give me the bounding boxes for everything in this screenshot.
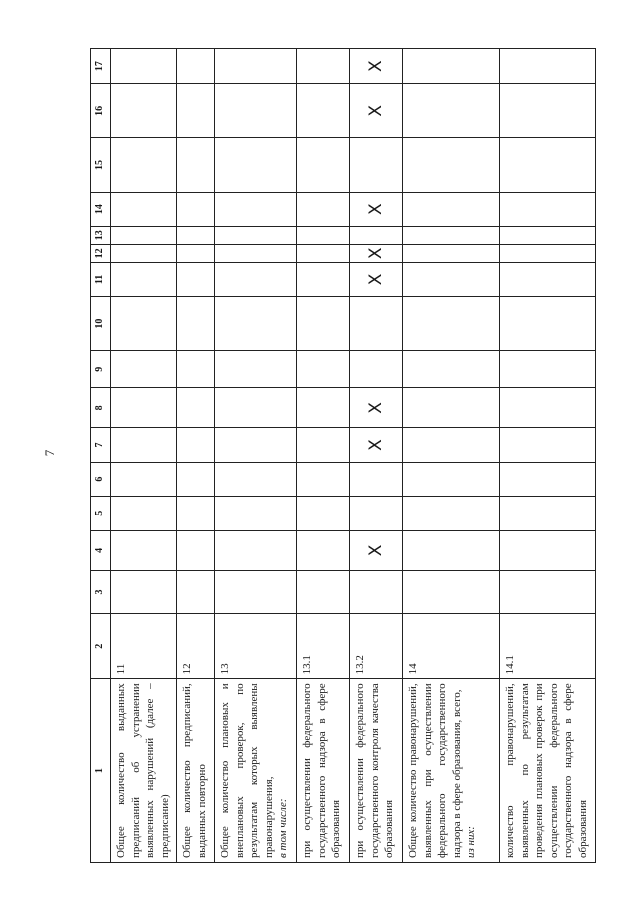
not-applicable-mark: X [350, 84, 403, 138]
empty-cell [215, 49, 297, 84]
empty-cell [177, 226, 215, 244]
empty-cell [297, 192, 350, 226]
empty-cell [111, 49, 177, 84]
not-applicable-mark: X [350, 192, 403, 226]
empty-cell [350, 351, 403, 388]
empty-cell [500, 138, 596, 192]
column-number: 8 [91, 388, 111, 428]
empty-cell [215, 570, 297, 613]
empty-cell [215, 428, 297, 462]
empty-cell [177, 428, 215, 462]
empty-cell [500, 244, 596, 262]
empty-cell [403, 496, 500, 530]
indicator-description [177, 679, 215, 863]
empty-cell [111, 296, 177, 350]
empty-cell [403, 226, 500, 244]
empty-cell [111, 462, 177, 496]
column-number: 11 [91, 262, 111, 296]
table-row [215, 49, 297, 863]
empty-cell [297, 244, 350, 262]
empty-cell [215, 351, 297, 388]
page-number: 7 [42, 449, 57, 457]
row-code: 13 [215, 614, 297, 679]
indicator-description [500, 679, 596, 863]
empty-cell [177, 388, 215, 428]
empty-cell [403, 84, 500, 138]
row-code: 14.1 [500, 614, 596, 679]
empty-cell [500, 530, 596, 570]
empty-cell [215, 84, 297, 138]
empty-cell [215, 226, 297, 244]
column-number: 7 [91, 428, 111, 462]
indicator-description [350, 679, 403, 863]
empty-cell [297, 388, 350, 428]
column-number: 4 [91, 530, 111, 570]
column-number: 10 [91, 296, 111, 350]
empty-cell [215, 138, 297, 192]
empty-cell [111, 496, 177, 530]
empty-cell [403, 138, 500, 192]
row-code: 11 [111, 614, 177, 679]
not-applicable-mark: X [350, 428, 403, 462]
empty-cell [350, 226, 403, 244]
empty-cell [500, 192, 596, 226]
empty-cell [297, 496, 350, 530]
empty-cell [350, 138, 403, 192]
empty-cell [215, 296, 297, 350]
indicator-text: Общее количество предписаний, выданных повторно [181, 683, 208, 858]
indicator-text: при осуществлении федерального государственного надзора в сфере образования [301, 683, 342, 858]
empty-cell [350, 496, 403, 530]
empty-cell [111, 351, 177, 388]
empty-cell [350, 570, 403, 613]
empty-cell [177, 351, 215, 388]
table-row [350, 49, 403, 863]
empty-cell [111, 192, 177, 226]
empty-cell [500, 84, 596, 138]
empty-cell [177, 530, 215, 570]
empty-cell [111, 244, 177, 262]
empty-cell [215, 496, 297, 530]
empty-cell [403, 262, 500, 296]
indicator-text: при осуществлении федерального государственного контроля качества образования [354, 683, 395, 858]
row-code: 13.2 [350, 614, 403, 679]
row-code: 13.1 [297, 614, 350, 679]
indicator-text: количество правонарушений, выявленных по результатам проведения плановых проверок при осуществлении федерального государственного надзора в сфере образования [504, 683, 589, 858]
empty-cell [177, 296, 215, 350]
empty-cell [500, 496, 596, 530]
empty-cell [177, 192, 215, 226]
empty-cell [403, 296, 500, 350]
column-number: 2 [91, 614, 111, 679]
column-number: 12 [91, 244, 111, 262]
empty-cell [111, 262, 177, 296]
empty-cell [500, 226, 596, 244]
empty-cell [177, 244, 215, 262]
table-row [500, 49, 596, 863]
empty-cell [350, 462, 403, 496]
empty-cell [297, 570, 350, 613]
empty-cell [297, 226, 350, 244]
not-applicable-mark: X [350, 244, 403, 262]
empty-cell [177, 462, 215, 496]
indicator-note: в том числе: [277, 798, 289, 858]
empty-cell [111, 388, 177, 428]
report-table-sheet [90, 48, 589, 863]
empty-cell [215, 244, 297, 262]
indicator-text: Общее количество правонарушений, выявленных при осуществлении федерального государственного надзора в сфере образования, всего, [407, 683, 463, 858]
row-code: 12 [177, 614, 215, 679]
empty-cell [403, 49, 500, 84]
empty-cell [403, 462, 500, 496]
empty-cell [215, 192, 297, 226]
column-number: 3 [91, 570, 111, 613]
column-number: 15 [91, 138, 111, 192]
empty-cell [403, 244, 500, 262]
indicator-description [215, 679, 297, 863]
empty-cell [177, 262, 215, 296]
empty-cell [500, 49, 596, 84]
empty-cell [215, 388, 297, 428]
empty-cell [500, 351, 596, 388]
empty-cell [177, 570, 215, 613]
empty-cell [403, 192, 500, 226]
empty-cell [403, 530, 500, 570]
empty-cell [297, 462, 350, 496]
empty-cell [403, 388, 500, 428]
empty-cell [500, 388, 596, 428]
empty-cell [297, 296, 350, 350]
empty-cell [297, 428, 350, 462]
column-number: 9 [91, 351, 111, 388]
empty-cell [111, 226, 177, 244]
empty-cell [403, 428, 500, 462]
indicator-description [111, 679, 177, 863]
not-applicable-mark: X [350, 262, 403, 296]
empty-cell [177, 496, 215, 530]
header-row [91, 49, 111, 863]
empty-cell [297, 138, 350, 192]
indicator-note: из них: [465, 825, 477, 858]
empty-cell [297, 262, 350, 296]
table-row [177, 49, 215, 863]
empty-cell [297, 530, 350, 570]
indicator-description [297, 679, 350, 863]
empty-cell [297, 84, 350, 138]
empty-cell [177, 49, 215, 84]
empty-cell [111, 84, 177, 138]
empty-cell [297, 351, 350, 388]
table-row [111, 49, 177, 863]
empty-cell [403, 351, 500, 388]
not-applicable-mark: X [350, 530, 403, 570]
column-number: 5 [91, 496, 111, 530]
table-row [403, 49, 500, 863]
empty-cell [403, 570, 500, 613]
empty-cell [500, 296, 596, 350]
column-number: 6 [91, 462, 111, 496]
column-number: 16 [91, 84, 111, 138]
empty-cell [215, 462, 297, 496]
column-number: 14 [91, 192, 111, 226]
not-applicable-mark: X [350, 388, 403, 428]
empty-cell [111, 530, 177, 570]
column-number: 13 [91, 226, 111, 244]
empty-cell [500, 428, 596, 462]
report-table [90, 48, 596, 863]
not-applicable-mark: X [350, 49, 403, 84]
empty-cell [500, 262, 596, 296]
empty-cell [500, 462, 596, 496]
empty-cell [215, 262, 297, 296]
empty-cell [177, 84, 215, 138]
empty-cell [111, 428, 177, 462]
empty-cell [500, 570, 596, 613]
empty-cell [350, 296, 403, 350]
empty-cell [215, 530, 297, 570]
indicator-text: Общее количество плановых и внеплановых проверок, по результатам которых выявлены правонарушения, [219, 683, 275, 858]
indicator-description [403, 679, 500, 863]
column-number: 1 [91, 679, 111, 863]
empty-cell [111, 138, 177, 192]
row-code: 14 [403, 614, 500, 679]
table-row [297, 49, 350, 863]
column-number: 17 [91, 49, 111, 84]
empty-cell [177, 138, 215, 192]
indicator-text: Общее количество выданных предписаний об устранении выявленных нарушений (далее – предписание) [115, 683, 171, 858]
empty-cell [297, 49, 350, 84]
empty-cell [111, 570, 177, 613]
